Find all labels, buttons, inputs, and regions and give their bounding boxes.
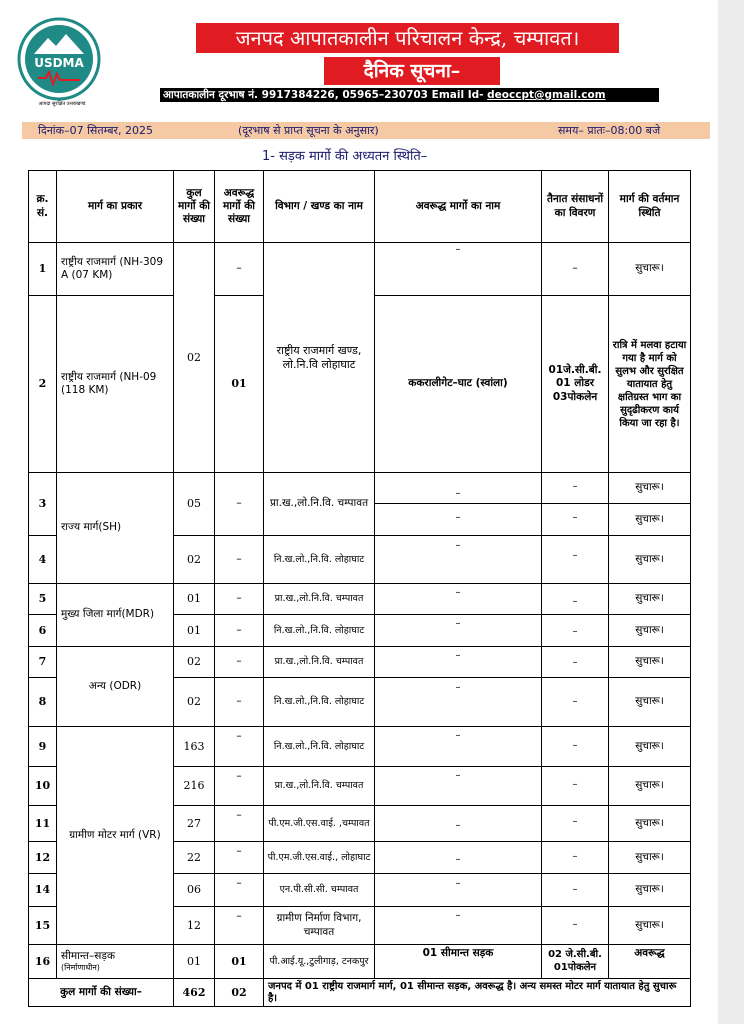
dept-cell: नि.ख.लो.,नि.वि. लोहाघाट: [273, 624, 365, 636]
header-resources: तैनात संसाधनों का विवरण: [546, 193, 604, 219]
route-type-border-sub: (निर्माणाधीन): [61, 963, 100, 973]
total-summary: जनपद में 01 राष्ट्रीय राजमार्ग मार्ग, 01 सीमान्त सड़क, अवरूद्ध है। अन्य समस्त मोटर मार्ग यातायात हेतु सुचारू है।: [268, 980, 677, 1004]
resources-cell: 01जे.सी.बी. 01 लोडर 03पोकलेन: [548, 364, 602, 403]
status-cell-nh09: रात्रि में मलवा हटाया गया है मार्ग को सुलभ और सुरक्षित यातायात हेतु क्षतिग्रस्त भाग का सुदृढीकरण कार्य किया जा रहा है।: [612, 339, 687, 429]
total-cell: 163: [183, 739, 205, 753]
dept-cell: नि.ख.लो.,नि.वि. लोहाघाट: [273, 553, 365, 565]
serial-cell: 1: [38, 262, 47, 276]
resources-cell: –: [572, 626, 578, 637]
dept-cell: प्रा.ख.,लो.नि.वि. चम्पावत: [269, 497, 369, 510]
info-source: (दूरभाष से प्राप्त सूचना के अनुसार): [238, 124, 379, 137]
blocked-cell: –: [236, 262, 242, 275]
blocked-name-cell: –: [455, 540, 461, 551]
total-cell: 01: [187, 592, 201, 606]
dept-cell: प्रा.ख.,लो.नि.वि. चम्पावत: [274, 780, 364, 792]
route-type-nh309a: राष्ट्रीय राजमार्ग (NH-309 A (07 KM): [61, 255, 164, 281]
resources-cell: –: [572, 262, 578, 275]
blocked-name-cell: –: [455, 910, 461, 921]
contact-email-link[interactable]: deoccpt@gmail.com: [487, 89, 606, 101]
serial-cell: 9: [38, 739, 47, 753]
resources-cell: 02 जे.सी.बी. 01पोकलेन: [548, 949, 602, 973]
status-cell: सुचारू।: [635, 779, 664, 792]
dept-cell: पी.आई.यू.,टुलीगाड़, टनकपुर: [269, 955, 369, 967]
blocked-name-cell: –: [455, 650, 461, 661]
blocked-cell: –: [236, 845, 242, 858]
blocked-name-cell: –: [455, 820, 461, 831]
header-total-routes: कुल मार्गो की संख्या: [177, 186, 211, 226]
status-cell: सुचारू।: [635, 695, 664, 708]
total-cell: 02: [187, 655, 201, 669]
blocked-name-cell: –: [455, 730, 461, 741]
route-type-vr: ग्रामीण मोटर मार्ग (VR): [69, 828, 161, 841]
route-type-border: [57, 945, 173, 978]
blocked-name-cell: –: [455, 682, 461, 693]
serial-cell: 6: [38, 623, 47, 637]
blocked-cell: –: [236, 809, 242, 822]
blocked-name-cell: ककरालीगेट–घाट (स्वांला): [408, 377, 508, 390]
status-cell: सुचारू।: [635, 918, 664, 931]
page-subtitle: दैनिक सूचना–: [324, 57, 500, 85]
blocked-cell: –: [236, 497, 242, 510]
blocked-cell: 01: [231, 954, 247, 968]
blocked-cell: 01: [231, 377, 247, 391]
header-blocked-routes: अवरूद्ध मार्गो की संख्या: [222, 186, 256, 226]
resources-cell: –: [572, 851, 578, 862]
serial-cell: 16: [34, 954, 51, 968]
status-cell: सुचारू।: [635, 850, 664, 863]
contact-email-label: Email Id-: [431, 89, 484, 101]
resources-cell: –: [572, 779, 578, 790]
blocked-name-cell: 01 सीमान्त सड़क: [422, 947, 494, 960]
serial-cell: 15: [34, 918, 51, 932]
total-cell: 05: [187, 497, 201, 511]
status-cell: सुचारू।: [635, 623, 664, 636]
total-cell: 27: [187, 816, 201, 830]
resources-cell: –: [572, 550, 578, 561]
status-cell: सुचारू।: [635, 592, 664, 605]
resources-cell: –: [572, 816, 578, 827]
resources-cell: –: [572, 696, 578, 707]
blocked-cell: –: [236, 730, 242, 743]
total-cell: 216: [183, 779, 205, 793]
status-cell: सुचारू।: [635, 655, 664, 668]
resources-cell: –: [572, 481, 578, 492]
dept-cell: नि.ख.लो.,नि.वि. लोहाघाट: [273, 740, 365, 752]
resources-cell: –: [572, 740, 578, 751]
total-cell: 02: [187, 350, 201, 364]
serial-cell: 8: [38, 695, 47, 709]
total-label: कुल मार्गो की संख्या–: [60, 985, 142, 998]
blocked-cell: –: [236, 910, 242, 923]
route-type-mdr: मुख्य जिला मार्ग(MDR): [61, 608, 155, 621]
total-cell: 02: [187, 695, 201, 709]
resources-cell: –: [572, 657, 578, 668]
report-time: समय– प्रातः–08:00 बजे: [558, 124, 661, 137]
blocked-name-cell: –: [455, 854, 461, 865]
serial-cell: 4: [38, 552, 47, 566]
total-cell: 01: [187, 623, 201, 637]
blocked-name-cell: –: [455, 488, 461, 499]
header-route-type: मार्ग का प्रकार: [87, 199, 143, 212]
total-cell: 06: [187, 883, 201, 897]
serial-cell: 10: [34, 779, 51, 793]
blocked-cell: –: [236, 623, 242, 636]
blocked-cell: –: [236, 770, 242, 783]
blocked-name-cell: –: [455, 878, 461, 889]
dept-cell: पी.एम.जी.एस.वाई., लोहाघाट: [267, 851, 371, 863]
status-cell-blocked: अवरूद्ध: [634, 947, 665, 960]
route-type-nh09: राष्ट्रीय राजमार्ग (NH-09 (118 KM): [61, 370, 157, 396]
dept-cell: राष्ट्रीय राजमार्ग खण्ड, लो.नि.वि लोहाघाट: [276, 343, 362, 371]
serial-cell: 3: [38, 497, 47, 511]
blocked-name-cell: –: [455, 618, 461, 629]
resources-cell: –: [572, 596, 578, 607]
blocked-name-cell: –: [455, 770, 461, 781]
route-type-border-label: सीमान्त–सड़क: [61, 949, 116, 962]
serial-cell: 2: [38, 377, 47, 391]
blocked-cell: –: [236, 552, 242, 565]
dept-cell: एन.पी.सी.सी. चम्पावत: [279, 884, 359, 896]
total-cell: 01: [187, 954, 201, 968]
total-cell: 22: [187, 850, 201, 864]
dept-cell: प्रा.ख.,लो.नि.वि. चम्पावत: [274, 593, 364, 605]
total-cell: 02: [187, 552, 201, 566]
dept-cell: ग्रामीण निर्माण विभाग, चम्पावत: [276, 912, 362, 938]
contact-phone: आपातकालीन दूरभाष नं. 9917384226, 05965–230703: [163, 89, 428, 101]
status-cell: सुचारू।: [635, 481, 664, 494]
report-date: दिनांक–07 सितम्बर, 2025: [38, 124, 153, 137]
header-serial: क्र. सं.: [36, 193, 49, 219]
blocked-cell: –: [236, 877, 242, 890]
dept-cell: प्रा.ख.,लो.नि.वि. चम्पावत: [274, 656, 364, 668]
resources-cell: –: [572, 919, 578, 930]
status-cell: सुचारू।: [635, 552, 664, 565]
status-cell: सुचारू।: [635, 739, 664, 752]
total-blocked: 02: [231, 985, 247, 999]
resources-cell: –: [572, 884, 578, 895]
status-cell: सुचारू।: [635, 262, 664, 275]
blocked-name-cell: –: [455, 512, 461, 523]
status-cell: सुचारू।: [635, 883, 664, 896]
dept-cell: पी.एम.जी.एस.वाई. ,चम्पावत: [268, 817, 370, 829]
dept-cell: नि.ख.लो.,नि.वि. लोहाघाट: [273, 696, 365, 708]
total-count: 462: [182, 985, 206, 999]
total-cell: 12: [187, 918, 201, 932]
route-type-odr: अन्य (ODR): [88, 679, 142, 692]
resources-cell: –: [572, 512, 578, 523]
blocked-cell: –: [236, 695, 242, 708]
serial-cell: 7: [38, 655, 47, 669]
page-title: जनपद आपातकालीन परिचालन केन्द्र, चम्पावत।: [196, 23, 619, 53]
blocked-cell: –: [236, 592, 242, 605]
logo-text: USDMA: [34, 56, 84, 70]
blocked-cell: –: [236, 655, 242, 668]
serial-cell: 14: [34, 883, 51, 897]
serial-cell: 5: [38, 592, 47, 606]
status-cell: सुचारू।: [635, 512, 664, 525]
blocked-name-cell: –: [455, 244, 461, 255]
route-type-sh: राज्य मार्ग(SH): [61, 521, 122, 534]
blocked-name-cell: –: [455, 587, 461, 598]
serial-cell: 11: [34, 816, 51, 830]
serial-cell: 12: [34, 850, 51, 864]
header-status: मार्ग की वर्तमान स्थिति: [619, 193, 680, 219]
section-title: 1- सड़क मार्गो की अध्यतन स्थिति–: [262, 149, 428, 164]
header-department: विभाग / खण्ड का नाम: [275, 199, 363, 212]
logo-tagline: आपदा सुरक्षित उत्तराखण्ड: [38, 101, 86, 107]
status-cell: सुचारू।: [635, 816, 664, 829]
header-blocked-name: अवरूद्ध मार्गो का नाम: [415, 199, 501, 212]
